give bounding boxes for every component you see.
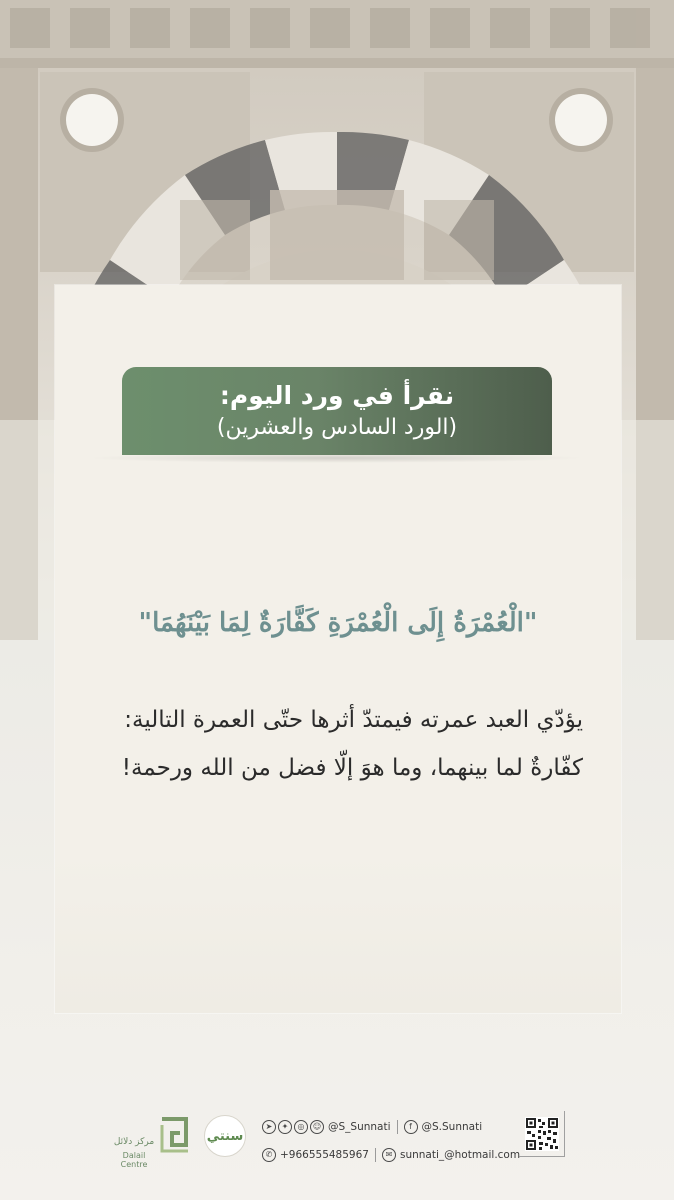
hadith-quote: "الْعُمْرَةُ إِلَى الْعُمْرَةِ كَفَّارَةٌ لِمَا بَيْنَهُمَا" [138, 608, 538, 638]
snapchat-icon[interactable]: ☺ [310, 1120, 324, 1134]
dalail-logo-english: Dalail Centre [120, 1151, 148, 1169]
facebook-handle[interactable]: @S.Sunnati [421, 1121, 483, 1133]
body-paragraph: يؤدّي العبد عمرته فيمتدّ أثرها حتّى العمرة التالية: كفّارةٌ لما بينهما، وما هوَ إلّا فضل من الله ورحمة! [121, 707, 583, 781]
title-banner [122, 367, 552, 455]
footer [0, 1105, 674, 1175]
twitter-icon[interactable]: ✦ [278, 1120, 292, 1134]
dalail-centre-logo [110, 1115, 200, 1167]
title-heading: نقرأ في ورد اليوم: [219, 381, 455, 410]
instagram-icon[interactable]: ◎ [294, 1120, 308, 1134]
title-subheading: (الورد السادس والعشرين) [216, 415, 458, 440]
telegram-icon[interactable]: ➤ [262, 1120, 276, 1134]
qr-code[interactable] [525, 1117, 559, 1151]
sunnati-logo-text: سنتي [206, 1128, 244, 1144]
social-handle[interactable]: @S_Sunnati [328, 1121, 391, 1133]
facebook-icon[interactable]: f [404, 1120, 418, 1134]
dalail-logo-mark [158, 1115, 192, 1155]
sunnati-logo [204, 1115, 246, 1157]
contact-links [262, 1113, 521, 1167]
divider [375, 1148, 376, 1162]
card-fade [55, 853, 621, 1013]
social-row [262, 1117, 482, 1137]
contact-row [262, 1145, 520, 1165]
phone-number[interactable]: +966555485967 [280, 1149, 369, 1161]
divider [397, 1120, 398, 1134]
email-icon[interactable]: ✉ [382, 1148, 396, 1162]
email-address[interactable]: sunnati_@hotmail.com [399, 1149, 521, 1161]
whatsapp-icon[interactable]: ✆ [262, 1148, 276, 1162]
dalail-logo-arabic: مركز دلائل [113, 1137, 155, 1147]
